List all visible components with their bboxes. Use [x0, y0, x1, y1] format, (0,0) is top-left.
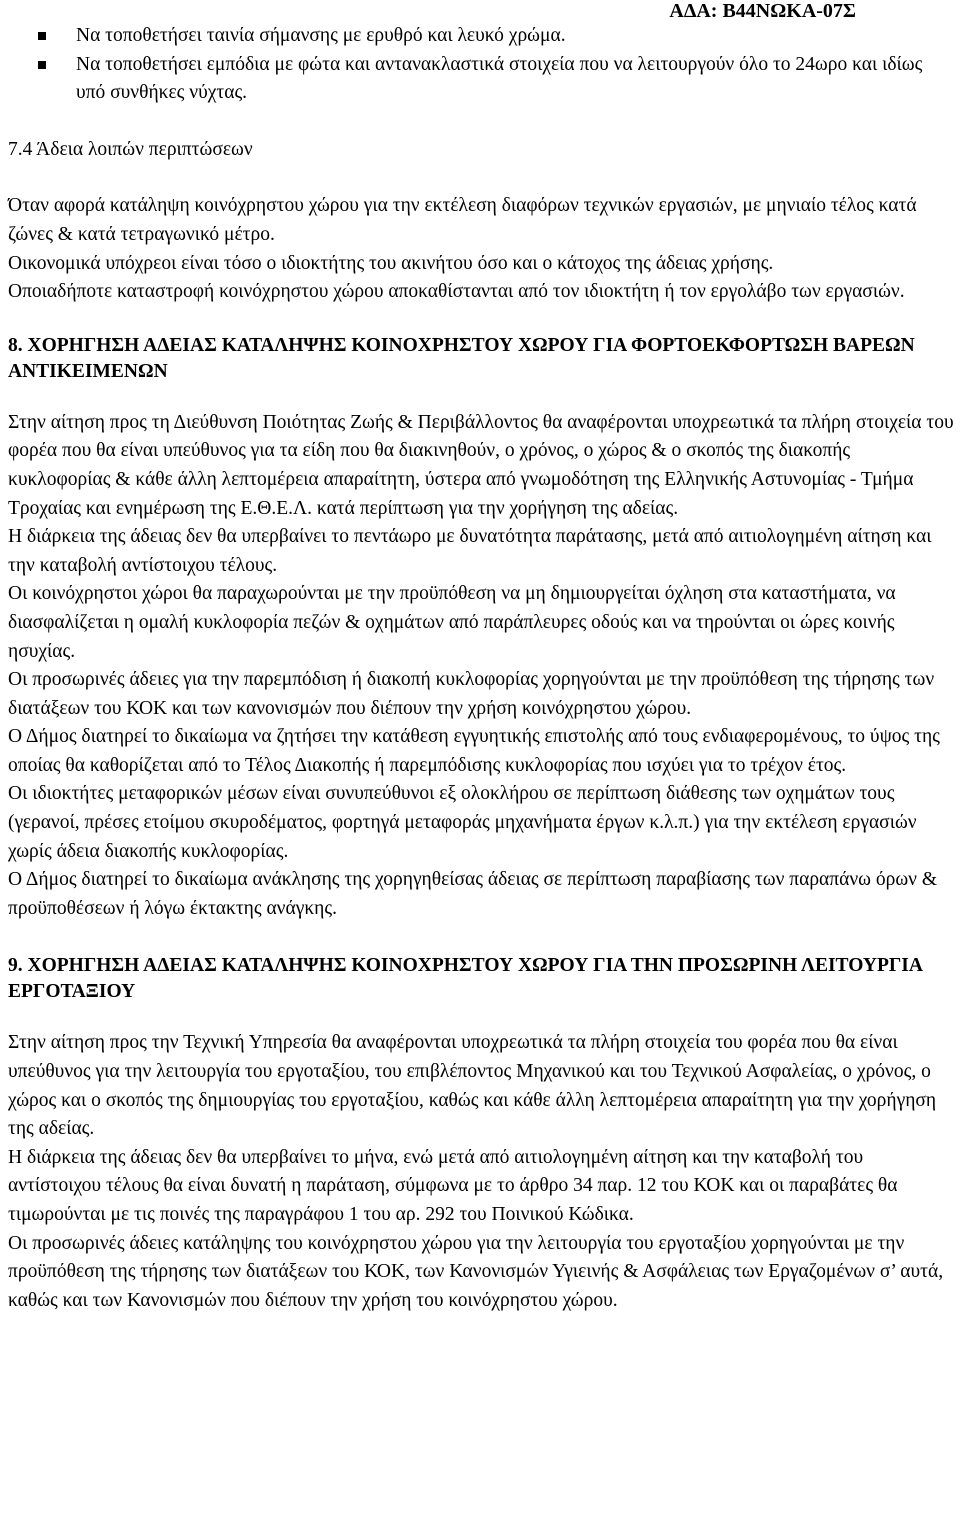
- list-item: [8, 51, 954, 108]
- paragraph: Οι ιδιοκτήτες μεταφορικών μέσων είναι συνυπεύθυνοι εξ ολοκλήρου σε περίπτωση διάθεσης των οχημάτων τους (γερανοί, πρέσες ετοίμου σκυροδέματος, φορτηγά μεταφοράς μηχανήματα έργων κ.λ.π.) για την εκτέλεση εργασιών χωρίς άδεια διακοπής κυκλοφορίας.: [8, 783, 917, 862]
- paragraph: Η διάρκεια της άδειας δεν θα υπερβαίνει το πεντάωρο με δυνατότητα παράτασης, μετά από αιτιολογημένη αίτηση και την καταβολή αντίστοιχου τέλους.: [8, 526, 932, 576]
- section-9-body: [8, 1029, 954, 1315]
- section-7-4-title: 7.4 Άδεια λοιπών περιπτώσεων: [8, 138, 253, 160]
- paragraph: Ο Δήμος διατηρεί το δικαίωμα ανάκλησης της χορηγηθείσας άδειας σε περίπτωση παραβίασης των παραπάνω όρων & προϋποθέσεων ή λόγω έκτακτης ανάγκης.: [8, 869, 938, 919]
- paragraph: Ο Δήμος διατηρεί το δικαίωμα να ζητήσει την κατάθεση εγγυητικής επιστολής από τους ενδιαφερομένους, το ύψος της οποίας θα καθορίζεται από το Τέλος Διακοπής ή παρεμπόδισης κυκλοφορίας που ισχύει για το τρέχον έτος.: [8, 726, 940, 776]
- paragraph: Στην αίτηση προς τη Διεύθυνση Ποιότητας Ζωής & Περιβάλλοντος θα αναφέρονται υποχρεωτικά τα πλήρη στοιχεία του φορέα που θα είναι υπεύθυνος για τα είδη που θα διακινηθούν, ο χρόνος, ο χώρος & ο σκοπός της διακοπής κυκλοφορίας & κάθε άλλη λεπτομέρεια απαραίτητη, ύστερα από γνωμοδότηση της Ελληνικής Αστυνομίας - Τμήμα Τροχαίας και ενημέρωση της Ε.Θ.Ε.Λ. κατά περίπτωση για την χορήγηση της αδείας.: [8, 411, 954, 519]
- paragraph: Στην αίτηση προς την Τεχνική Υπηρεσία θα αναφέρονται υποχρεωτικά τα πλήρη στοιχεία του φορέα που θα είναι υπεύθυνος για την λειτουργία του εργοταξίου, του επιβλέποντος Μηχανικού και του Τεχνικού Ασφαλείας, ο χρόνος, ο χώρος και ο σκοπός της δημιουργίας του εργοταξίου, καθώς και κάθε άλλη λεπτομέρεια απαραίτητη για την χορήγηση της αδείας.: [8, 1032, 937, 1140]
- paragraph: Οι κοινόχρηστοι χώροι θα παραχωρούνται με την προϋπόθεση να μη δημιουργείται όχληση στα καταστήματα, να διασφαλίζεται η ομαλή κυκλοφορία πεζών & οχημάτων από παράπλευρες οδούς και να τηρούνται οι ώρες κοινής ησυχίας.: [8, 583, 896, 662]
- bullet-icon: [38, 61, 46, 69]
- paragraph: Όταν αφορά κατάληψη κοινόχρηστου χώρου για την εκτέλεση διαφόρων τεχνικών εργασιών, με μηνιαίο τέλος κατά ζώνες & κατά τετραγωνικό μέτρο.: [8, 195, 917, 245]
- document-code: ΑΔΑ: Β44ΝΩΚΑ-07Σ: [669, 0, 856, 22]
- paragraph: Οι προσωρινές άδειες για την παρεμπόδιση ή διακοπή κυκλοφορίας χορηγούνται με την προϋπόθεση της τήρησης των διατάξεων του ΚΟΚ και των κανονισμών που διέπουν την χρήση κοινόχρηστου χώρου.: [8, 669, 935, 719]
- paragraph: Οποιαδήποτε καταστροφή κοινόχρηστου χώρου αποκαθίστανται από τον ιδιοκτήτη ή τον εργολάβο των εργασιών.: [8, 281, 905, 303]
- paragraph: Η διάρκεια της άδειας δεν θα υπερβαίνει το μήνα, ενώ μετά από αιτιολογημένη αίτηση και την καταβολή του αντίστοιχου τέλους θα είναι δυνατή η παράταση, σύμφωνα με το άρθρο 34 παρ. 12 του ΚΟΚ και οι παραβάτες θα τιμωρούνται με τις ποινές της παραγράφου 1 του αρ. 292 του Ποινικού Κώδικα.: [8, 1146, 898, 1225]
- bullet-icon: [38, 32, 46, 40]
- section-7-4-body: [8, 192, 954, 306]
- bullet-text: Να τοποθετήσει εμπόδια με φώτα και αντανακλαστικά στοιχεία που να λειτουργούν όλο το 24ωρο και ιδίως υπό συνθήκες νύχτας.: [76, 53, 923, 104]
- section-9-heading: 9. ΧΟΡΗΓΗΣΗ ΑΔΕΙΑΣ ΚΑΤΑΛΗΨΗΣ ΚΟΙΝΟΧΡΗΣΤΟΥ ΧΩΡΟΥ ΓΙΑ ΤΗΝ ΠΡΟΣΩΡΙΝΗ ΛΕΙΤΟΥΡΓΙΑ ΕΡΓΟΤΑΞΙΟΥ: [8, 955, 922, 1003]
- section-8-body: [8, 409, 954, 924]
- bullet-text: Να τοποθετήσει ταινία σήμανσης με ερυθρό και λευκό χρώμα.: [76, 25, 566, 46]
- list-item: [8, 22, 954, 51]
- paragraph: Οι προσωρινές άδειες κατάληψης του κοινόχρηστου χώρου για την λειτουργία του εργοταξίου χορηγούνται με την προϋπόθεση της τήρησης των διατάξεων του ΚΟΚ, των Κανονισμών Υγιεινής & Ασφάλειας των Εργαζομένων σ’ αυτά, καθώς και των Κανονισμών που διέπουν την χρήση του κοινόχρηστου χώρου.: [8, 1232, 944, 1311]
- bullet-list: [8, 22, 954, 108]
- section-8-heading: 8. ΧΟΡΗΓΗΣΗ ΑΔΕΙΑΣ ΚΑΤΑΛΗΨΗΣ ΚΟΙΝΟΧΡΗΣΤΟΥ ΧΩΡΟΥ ΓΙΑ ΦΟΡΤΟΕΚΦΟΡΤΩΣΗ ΒΑΡΕΩΝ ΑΝΤΙΚΕΙΜΕΝΩΝ: [8, 334, 915, 382]
- paragraph: Οικονομικά υπόχρεοι είναι τόσο ο ιδιοκτήτης του ακινήτου όσο και ο κάτοχος της άδειας χρήσης.: [8, 252, 774, 274]
- document-body: [8, 22, 954, 1315]
